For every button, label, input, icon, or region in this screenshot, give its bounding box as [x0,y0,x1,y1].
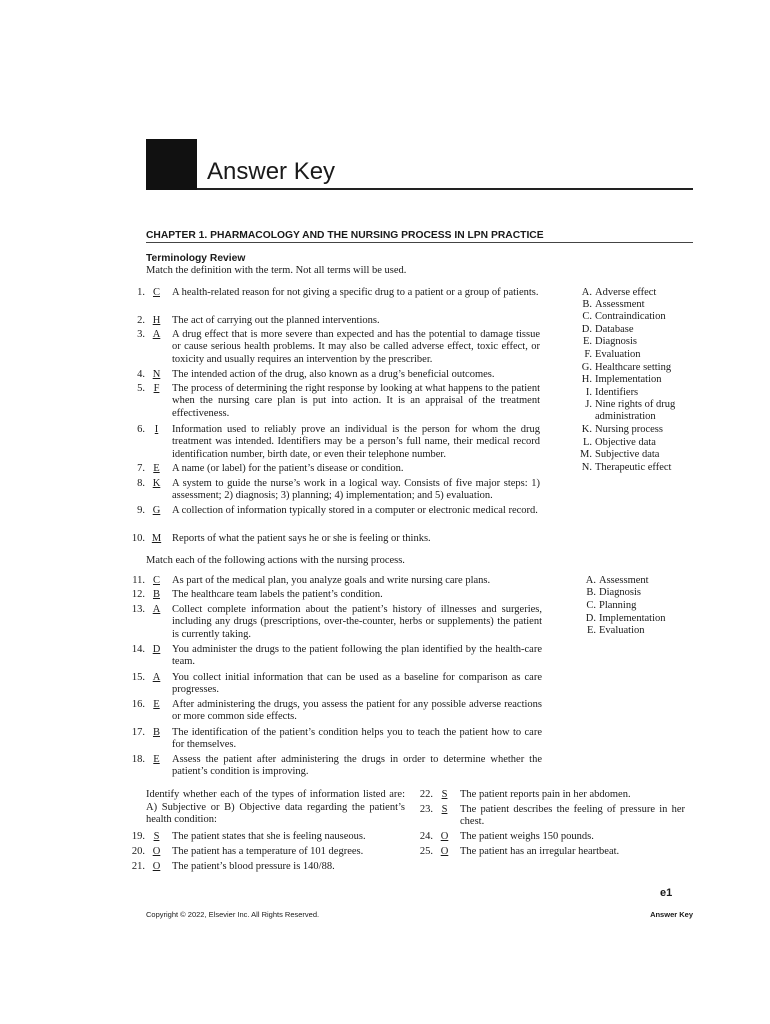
option-letter: L. [582,437,592,448]
instruction-data-types: Identify whether each of the types of information listed are: A) Subjective or B) Objective data regarding the patient’s health condition: [146,789,405,826]
question-text: The patient has a temperature of 101 degrees. [172,846,364,857]
option-letter: B. [586,587,596,598]
question-number: 15. [131,672,145,683]
option-text: Assessment [599,575,649,586]
question-answer: G [152,505,161,516]
question-number: 21. [131,861,145,872]
option-letter: D. [581,324,592,335]
copyright-notice: Copyright © 2022, Elsevier Inc. All Rights Reserved. [146,910,320,919]
option-text: Assessment [595,299,645,310]
question-text: As part of the medical plan, you analyze goals and write nursing care plans. [172,575,491,586]
option-text: Subjective data [595,449,660,460]
question-number: 23. [419,804,433,815]
question-answer: B [152,727,160,738]
question-answer: O [440,831,449,842]
question-answer: M [151,533,162,544]
question-number: 8. [137,478,145,489]
question-answer: O [440,846,449,857]
question-answer: C [152,287,160,298]
option-letter: D. [585,613,596,624]
question-text: Reports of what the patient says he or she is feeling or thinks. [172,533,431,544]
question-answer: A [152,329,161,340]
question-text: The intended action of the drug, also known as a drug’s beneficial outcomes. [172,369,495,380]
question-answer: N [152,369,161,380]
question-answer: D [152,644,161,655]
option-letter: A. [585,575,596,586]
option-text: Database [595,324,634,335]
question-answer: S [441,789,448,800]
question-text: The process of determining the right response by looking at what happens to the patient when the nursing care plan is put into action. It is an appraisal of the treatment effectiveness. [172,383,540,419]
question-number: 10. [131,533,145,544]
question-number: 6. [137,424,145,435]
question-answer: E [153,754,160,765]
question-text: The patient has an irregular heartbeat. [460,846,620,857]
question-answer: E [153,699,160,710]
question-answer: H [152,315,161,326]
question-answer: O [152,861,161,872]
question-text: You administer the drugs to the patient following the plan identified by the health-care team. [172,644,542,668]
option-text: Objective data [595,437,656,448]
question-number: 5. [137,383,145,394]
option-text: Nursing process [595,424,663,435]
question-number: 1. [137,287,145,298]
question-text: A drug effect that is more severe than expected and has the potential to damage tissue or cause serious health problems. It may also be called adverse effect, toxic effect, or toxicity and usually requires an intervention by the prescriber. [172,329,540,365]
question-number: 12. [131,589,145,600]
question-text: The healthcare team labels the patient’s condition. [172,589,383,600]
option-text: Contraindication [595,311,666,322]
option-letter: M. [580,449,592,460]
option-text: Identifiers [595,387,639,398]
question-answer: O [152,846,161,857]
option-text: Implementation [595,374,662,385]
question-answer: S [441,804,448,815]
question-number: 18. [131,754,145,765]
option-letter: I. [585,387,592,398]
question-number: 16. [131,699,145,710]
question-text: A health-related reason for not giving a specific drug to a patient or a group of patients. [172,287,539,298]
question-text: Assess the patient after administering the drugs in order to determine whether the patient’s condition is improving. [172,754,542,778]
question-answer: A [152,604,161,615]
instruction-terminology: Match the definition with the term. Not all terms will be used. [146,265,407,276]
option-text: Implementation [599,613,666,624]
option-letter: E. [586,625,596,636]
page-title: Answer Key [207,158,336,185]
instruction-nursing-process: Match each of the following actions with the nursing process. [146,555,405,566]
option-letter: N. [581,462,592,473]
section-heading: Terminology Review [146,253,246,264]
question-number: 4. [137,369,145,380]
question-text: The identification of the patient’s condition helps you to teach the patient how to care for themselves. [172,727,542,751]
chapter-marker-block [146,139,197,190]
option-text: Therapeutic effect [595,462,672,473]
question-text: The patient describes the feeling of pressure in her chest. [460,804,685,828]
question-text: After administering the drugs, you assess the patient for any possible adverse reactions or more common side effects. [172,699,542,723]
question-number: 13. [131,604,145,615]
option-letter: G. [581,362,592,373]
question-number: 22. [419,789,433,800]
question-number: 17. [131,727,145,738]
question-text: The act of carrying out the planned interventions. [172,315,380,326]
question-answer: C [152,575,160,586]
question-number: 20. [131,846,145,857]
running-footer: Answer Key [650,910,693,919]
question-answer: F [153,383,160,394]
question-number: 11. [132,575,145,586]
option-text: Nine rights of drug administration [595,399,676,423]
question-number: 9. [137,505,145,516]
question-answer: K [152,478,161,489]
option-letter: F. [584,349,592,360]
question-text: A collection of information typically stored in a computer or electronic medical record. [172,505,538,516]
question-text: The patient weighs 150 pounds. [460,831,594,842]
question-text: A name (or label) for the patient’s disease or condition. [172,463,404,474]
question-text: The patient’s blood pressure is 140/88. [172,861,335,872]
option-letter: A. [581,287,592,298]
question-number: 24. [419,831,433,842]
question-answer: A [152,672,161,683]
question-number: 7. [137,463,145,474]
question-number: 25. [419,846,433,857]
option-letter: K. [581,424,592,435]
chapter-heading: CHAPTER 1. PHARMACOLOGY AND THE NURSING PROCESS IN LPN PRACTICE [146,230,544,241]
question-number: 19. [131,831,145,842]
option-text: Adverse effect [595,287,657,298]
option-letter: C. [586,600,596,611]
question-text: Information used to reliably prove an individual is the person for whom the drug treatment was intended. Identifiers may be a person’s full name, their medical record identification number, birth date, or even their telephone number. [172,424,540,460]
option-letter: E. [582,336,592,347]
option-letter: J. [585,399,592,410]
option-letter: C. [582,311,592,322]
chapter-divider [146,242,693,243]
option-text: Diagnosis [595,336,637,347]
question-answer: I [154,424,159,435]
question-number: 3. [137,329,145,340]
question-text: Collect complete information about the patient’s history of illnesses and surgeries, including any drugs (prescriptions, over-the-counter, herbs or supplements) the patient is currently taking. [172,604,542,640]
option-letter: H. [581,374,592,385]
question-answer: B [152,589,160,600]
option-text: Healthcare setting [595,362,672,373]
title-divider [197,188,693,190]
question-text: The patient reports pain in her abdomen. [460,789,631,800]
question-answer: S [153,831,160,842]
question-text: You collect initial information that can be used as a baseline for comparison as care progresses. [172,672,542,696]
question-text: A system to guide the nurse’s work in a logical way. Consists of five major steps: 1) assessment; 2) diagnosis; 3) planning; 4) implementation; and 5) evaluation. [172,478,540,502]
question-number: 14. [131,644,145,655]
option-text: Evaluation [595,349,641,360]
page-number: e1 [660,887,673,899]
option-text: Diagnosis [599,587,641,598]
option-letter: B. [582,299,592,310]
option-text: Evaluation [599,625,645,636]
question-number: 2. [137,315,145,326]
question-answer: E [153,463,160,474]
option-text: Planning [599,600,637,611]
question-text: The patient states that she is feeling nauseous. [172,831,366,842]
